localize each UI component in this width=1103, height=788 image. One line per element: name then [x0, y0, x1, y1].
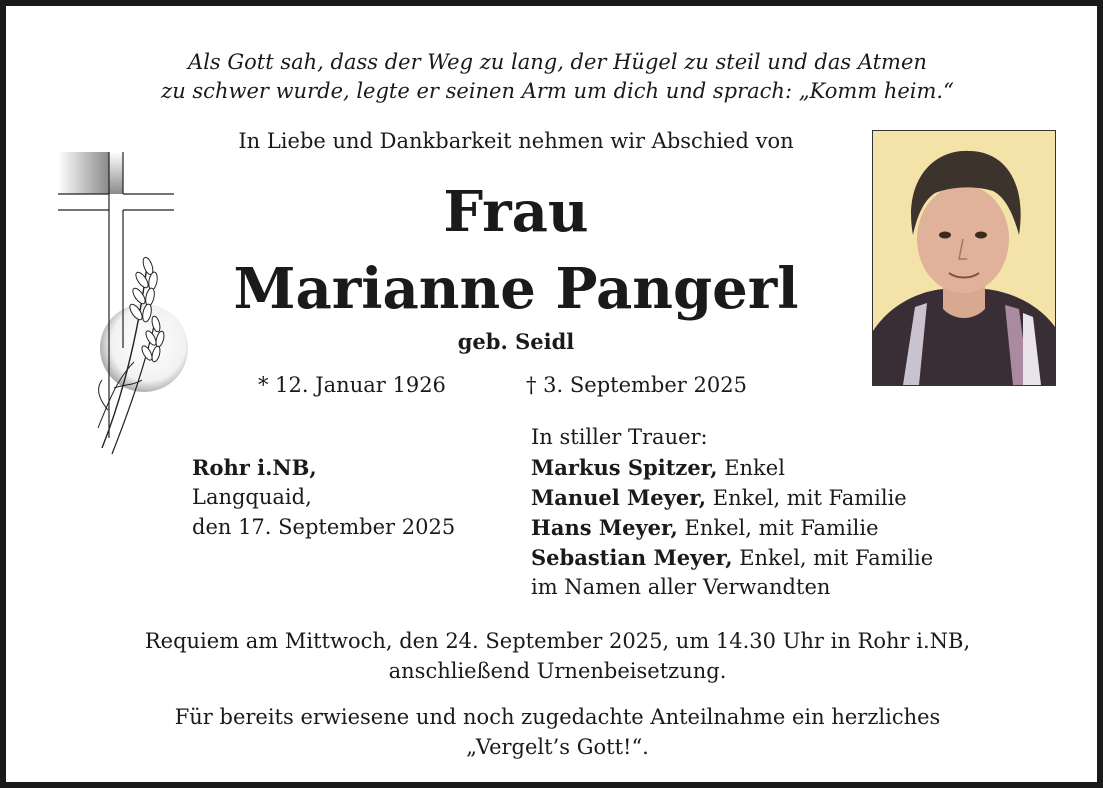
- birth-name: geb. Seidl: [457, 329, 575, 354]
- place-town: Rohr i.NB,: [192, 455, 317, 480]
- requiem-info: [36, 626, 1079, 686]
- requiem-line-1: Requiem am Mittwoch, den 24. September 2025, um 14.30 Uhr in Rohr i.NB,: [144, 629, 971, 653]
- requiem-line-2: anschließend Urnenbeisetzung.: [388, 659, 727, 683]
- portrait-photo: [872, 130, 1056, 386]
- place-town-2: Langquaid,: [192, 485, 312, 509]
- mourner-relation: Enkel, mit Familie: [706, 486, 907, 510]
- mourner-item: [531, 485, 907, 510]
- mourner-name: Manuel Meyer,: [531, 485, 707, 510]
- mourner-relation: Enkel, mit Familie: [677, 516, 879, 540]
- thanks-line-1: Für bereits erwiesene und noch zugedachte Anteilnahme ein herzliches: [174, 705, 941, 729]
- intro-text: In Liebe und Dankbarkeit nehmen wir Abschied von: [238, 129, 794, 153]
- memorial-verse-line-2: zu schwer wurde, legte er seinen Arm um dich und sprach: „Komm heim.“: [161, 79, 954, 103]
- deceased-name: Marianne Pangerl: [233, 256, 799, 322]
- birth-date: * 12. Januar 1926: [258, 373, 446, 397]
- thanks-text: [36, 702, 1079, 762]
- thanks-line-2: „Vergelt’s Gott!“.: [466, 735, 649, 759]
- mourner-item: [531, 455, 785, 480]
- memorial-verse-line-1: Als Gott sah, dass der Weg zu lang, der Hügel zu steil und das Atmen: [188, 50, 927, 74]
- notice-date: den 17. September 2025: [192, 515, 456, 539]
- mourning-closing: im Namen aller Verwandten: [531, 575, 831, 599]
- mourner-item: [531, 545, 933, 570]
- mourning-label: In stiller Trauer:: [531, 425, 708, 449]
- mourner-name: Hans Meyer,: [531, 515, 678, 540]
- salutation: Frau: [443, 179, 589, 245]
- mourner-name: Sebastian Meyer,: [531, 545, 733, 570]
- mourner-relation: Enkel: [717, 456, 785, 480]
- mourner-relation: Enkel, mit Familie: [732, 546, 934, 570]
- mourner-item: [531, 515, 879, 540]
- memorial-verse: [36, 48, 1079, 106]
- death-date: † 3. September 2025: [526, 373, 747, 397]
- mourner-name: Markus Spitzer,: [531, 455, 718, 480]
